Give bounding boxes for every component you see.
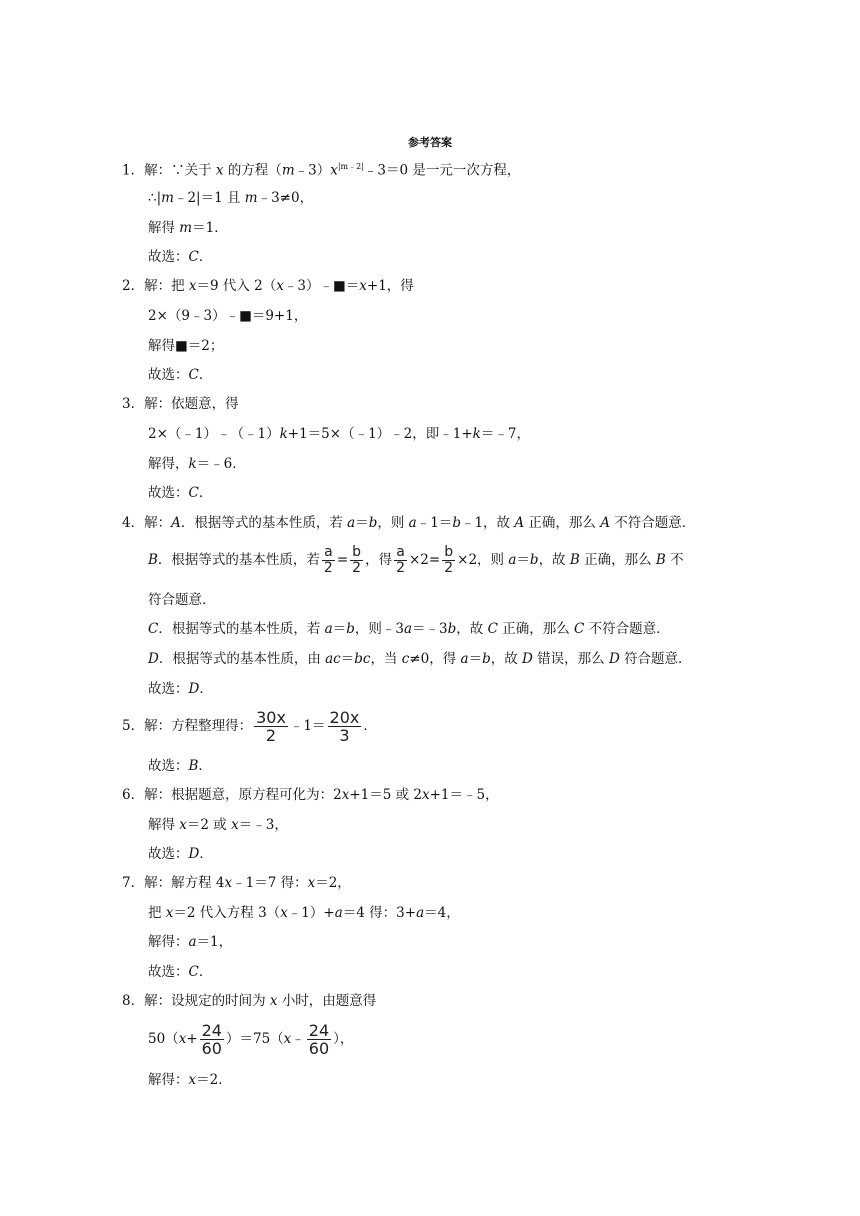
q2-line-3: 解得■＝2； <box>148 338 224 354</box>
q3-line-3: 解得，k＝﹣6． <box>148 456 246 472</box>
q5-line-1: 5．解：方程整理得： $\frac{30x}{2}$ ﹣1＝ $\frac{20x}{3}$ ． <box>122 708 377 745</box>
page-title: 参考答案 <box>408 136 452 149</box>
q4-line-e: 故选：D． <box>148 681 213 697</box>
fraction: $\frac{24}{60}$ <box>201 1021 222 1058</box>
q7-line-4: 故选：C． <box>148 964 213 980</box>
q2-line-4: 故选：C． <box>148 367 213 383</box>
q3-line-4: 故选：C． <box>148 485 213 501</box>
q4-line-b: B．根据等式的基本性质，若 $\frac{a}{2}$ = $\frac{b}{2}$ ，得 $\frac{a}{2}$ ×2= $\frac{b}{2}$ ×2，则 a＝b，故 B 正确，那么 B 不 <box>148 544 684 576</box>
q4-line-c: C．根据等式的基本性质，若 a＝b，则﹣3a＝﹣3b，故 C 正确，那么 C 不符合题意． <box>148 621 670 637</box>
fraction: $\frac{b}{2}$ <box>352 544 362 576</box>
q7-line-1: 7．解：解方程 4x﹣1＝7 得：x＝2， <box>122 875 351 891</box>
q2-line-2: 2×（9﹣3）﹣■＝9+1， <box>148 308 308 324</box>
q8-line-3: 解得：x＝2． <box>148 1072 232 1088</box>
fraction: $\frac{24}{60}$ <box>308 1021 330 1058</box>
q3-line-1: 3．解：依题意，得 <box>122 396 239 412</box>
q3-line-2: 2×（﹣1）﹣（﹣1）k+1＝5×（﹣1）﹣2，即﹣1+k＝﹣7， <box>148 426 530 442</box>
q1-line-3: 解得 m＝1． <box>148 220 228 236</box>
q7-line-3: 解得：a＝1， <box>148 934 233 950</box>
fraction: $\frac{a}{2}$ <box>396 544 405 576</box>
q4-line-d: D．根据等式的基本性质，由 ac＝bc，当 c≠0，得 a＝b，故 D 错误，那么 D 符合题意． <box>148 651 692 667</box>
fraction: $\frac{30x}{2}$ <box>256 708 286 745</box>
q1-line-1: 1．解：∵关于 x 的方程$(m﹣3)x^{|m﹣2|}﹣3=0$ 是一元一次方程， <box>122 162 521 179</box>
q7-line-2: 把 x＝2 代入方程 3（x﹣1）+a＝4 得：3+a＝4， <box>148 905 460 921</box>
q5-line-2: 故选：B． <box>148 758 212 774</box>
q6-line-1: 6．解：根据题意，原方程可化为：2x+1＝5 或 2x+1＝﹣5， <box>122 787 499 803</box>
q8-line-1: 8．解：设规定的时间为 x 小时，由题意得 <box>122 993 377 1009</box>
fraction: $\frac{20x}{3}$ <box>329 708 360 745</box>
fraction: $\frac{a}{2}$ <box>323 544 333 576</box>
q4-line-a: 4．解：A．根据等式的基本性质，若 a＝b，则 a﹣1＝b﹣1，故 A 正确，那么 A 不符合题意． <box>122 515 696 531</box>
q6-line-3: 故选：D． <box>148 846 213 862</box>
q1-line-4: 故选：C． <box>148 249 213 265</box>
fraction: $\frac{b}{2}$ <box>444 544 454 576</box>
q2-line-1: 2．解：把 x＝9 代入 2（x﹣3）﹣■＝x+1，得 <box>122 278 414 294</box>
q8-line-2: 50（x+ $\frac{24}{60}$ ）＝75（x﹣ $\frac{24}{60}$ ）， <box>148 1021 354 1058</box>
q4-line-b2: 符合题意． <box>148 592 216 608</box>
q1-line-2: ∴|m﹣2|＝1 且 m﹣3≠0， <box>148 190 314 206</box>
q6-line-2: 解得 x＝2 或 x＝﹣3， <box>148 817 288 833</box>
